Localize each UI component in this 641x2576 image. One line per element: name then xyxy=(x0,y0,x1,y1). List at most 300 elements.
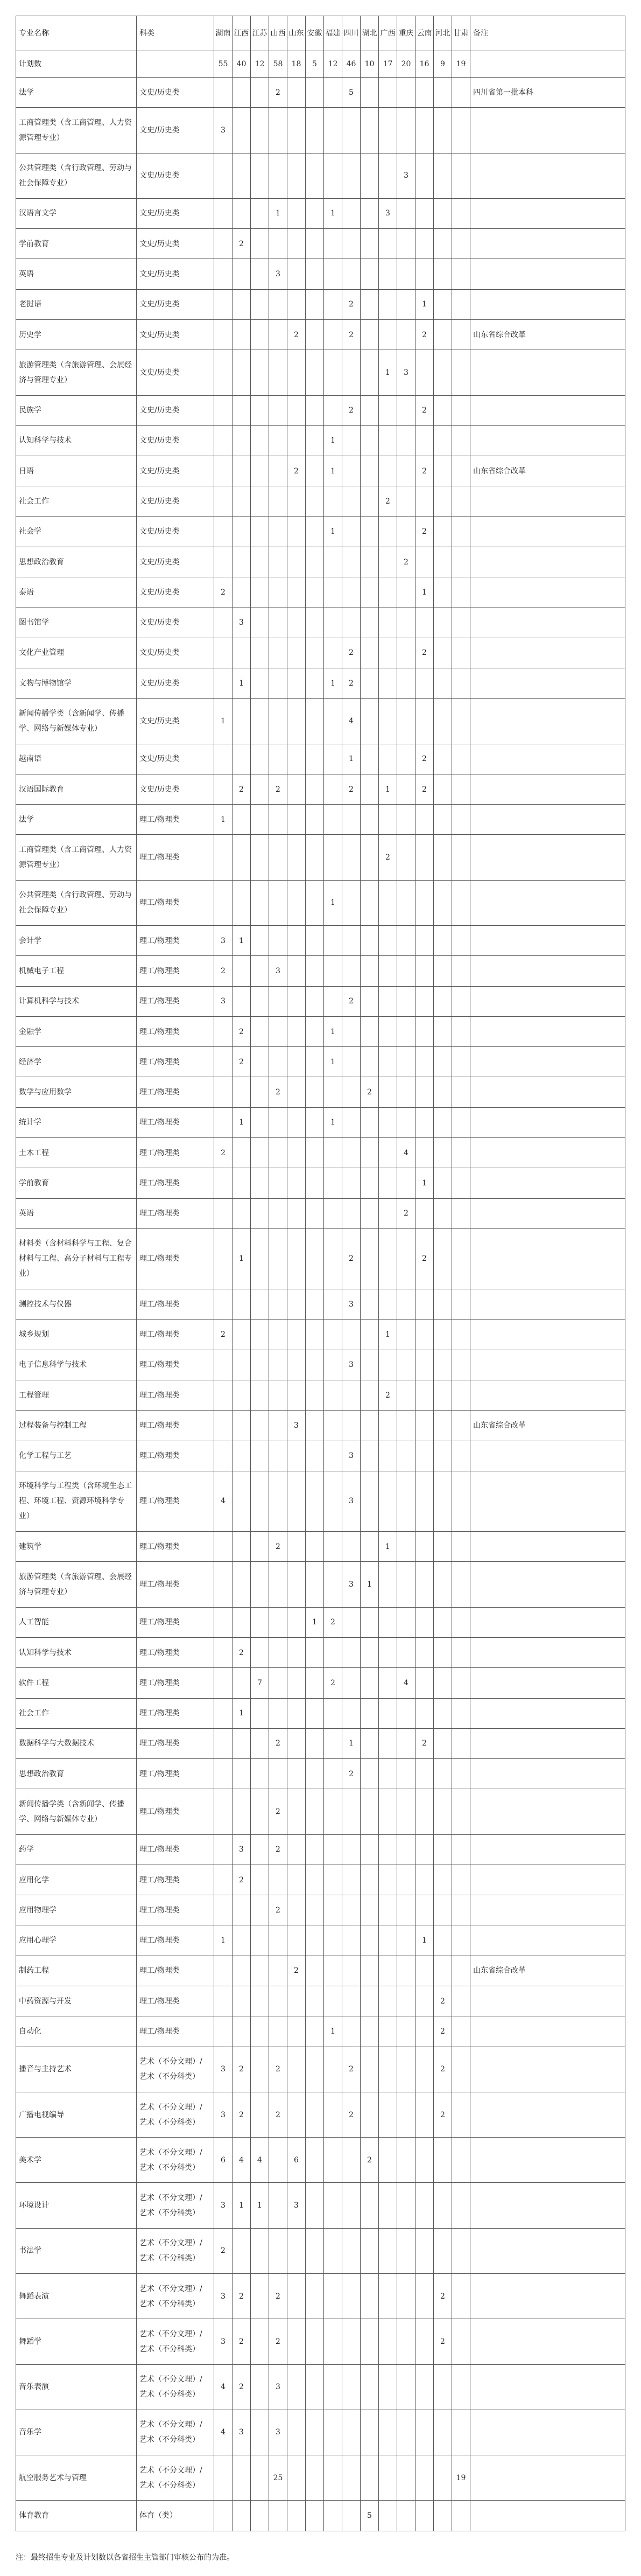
quota-cell xyxy=(251,2092,269,2137)
header-province: 江西 xyxy=(233,16,251,51)
quota-cell xyxy=(379,608,397,638)
quota-cell xyxy=(306,1138,324,1168)
quota-cell xyxy=(233,2228,251,2273)
quota-cell xyxy=(452,2016,470,2047)
quota-cell xyxy=(324,744,342,774)
quota-cell: 2 xyxy=(415,744,434,774)
quota-cell xyxy=(324,2274,342,2319)
quota-cell xyxy=(415,699,434,744)
quota-cell xyxy=(379,1168,397,1198)
major-name-cell: 美术学 xyxy=(16,2138,137,2183)
quota-cell xyxy=(415,547,434,577)
quota-cell xyxy=(269,395,287,425)
quota-cell xyxy=(434,1925,452,1956)
quota-cell: 3 xyxy=(269,2410,287,2455)
header-province: 重庆 xyxy=(397,16,415,51)
quota-cell: 2 xyxy=(397,1198,415,1228)
quota-cell xyxy=(434,1380,452,1410)
note-cell xyxy=(470,1607,625,1637)
quota-cell xyxy=(452,319,470,350)
quota-cell xyxy=(214,1986,233,2016)
quota-cell xyxy=(306,1350,324,1380)
note-cell xyxy=(470,1895,625,1925)
quota-cell: 2 xyxy=(214,956,233,986)
quota-cell xyxy=(251,2319,269,2364)
quota-cell xyxy=(269,1925,287,1956)
note-cell xyxy=(470,2501,625,2531)
note-cell xyxy=(470,1668,625,1698)
quota-cell xyxy=(379,2092,397,2137)
quota-cell xyxy=(415,2455,434,2501)
major-name-cell: 新闻传播学类（含新闻学、传播学、网络与新媒体专业） xyxy=(16,1789,137,1834)
quota-cell xyxy=(361,1607,379,1637)
quota-cell xyxy=(324,259,342,289)
quota-cell xyxy=(397,956,415,986)
major-name-cell: 音乐表演 xyxy=(16,2364,137,2410)
quota-cell: 4 xyxy=(214,2410,233,2455)
quota-cell: 4 xyxy=(342,699,361,744)
quota-cell: 3 xyxy=(269,2364,287,2410)
quota-cell xyxy=(452,880,470,925)
quota-cell xyxy=(452,1471,470,1531)
quota-cell xyxy=(434,486,452,516)
quota-cell: 2 xyxy=(415,516,434,547)
quota-cell xyxy=(251,1138,269,1168)
quota-cell xyxy=(287,2455,306,2501)
note-cell xyxy=(470,744,625,774)
quota-cell: 3 xyxy=(233,1834,251,1865)
note-cell xyxy=(470,1380,625,1410)
quota-cell xyxy=(379,289,397,319)
quota-cell xyxy=(306,986,324,1016)
category-cell: 理工/物理类 xyxy=(137,1607,214,1637)
quota-cell xyxy=(379,2364,397,2410)
quota-cell xyxy=(379,1865,397,1895)
quota-cell xyxy=(233,1895,251,1925)
note-cell xyxy=(470,956,625,986)
quota-cell xyxy=(306,2016,324,2047)
quota-cell xyxy=(287,1350,306,1380)
table-row xyxy=(16,456,625,486)
quota-cell xyxy=(452,1607,470,1637)
quota-cell xyxy=(342,2501,361,2531)
quota-cell xyxy=(434,1668,452,1698)
quota-cell xyxy=(306,1668,324,1698)
quota-cell: 1 xyxy=(214,699,233,744)
quota-cell xyxy=(379,1441,397,1471)
quota-cell xyxy=(434,1047,452,1077)
major-name-cell: 播音与主持艺术 xyxy=(16,2047,137,2092)
quota-cell xyxy=(214,1956,233,1986)
quota-cell xyxy=(379,1350,397,1380)
category-cell: 理工/物理类 xyxy=(137,1350,214,1380)
quota-cell xyxy=(251,956,269,986)
quota-cell xyxy=(269,1350,287,1380)
quota-cell xyxy=(415,350,434,395)
quota-cell xyxy=(397,395,415,425)
quota-cell xyxy=(415,805,434,835)
quota-cell xyxy=(287,395,306,425)
quota-cell xyxy=(397,2138,415,2183)
quota-cell xyxy=(306,1198,324,1228)
quota-cell xyxy=(324,108,342,153)
quota-cell xyxy=(379,516,397,547)
quota-cell xyxy=(361,153,379,198)
table-row xyxy=(16,1198,625,1228)
category-cell: 理工/物理类 xyxy=(137,1138,214,1168)
quota-cell xyxy=(415,986,434,1016)
quota-cell xyxy=(452,1077,470,1107)
quota-cell xyxy=(287,2016,306,2047)
note-cell xyxy=(470,926,625,956)
quota-cell xyxy=(342,2319,361,2364)
quota-cell: 2 xyxy=(233,2047,251,2092)
quota-cell: 3 xyxy=(342,1350,361,1380)
quota-cell xyxy=(214,229,233,259)
quota-cell: 2 xyxy=(379,835,397,880)
quota-cell xyxy=(306,2319,324,2364)
quota-cell xyxy=(324,1759,342,1789)
category-cell: 理工/物理类 xyxy=(137,1289,214,1320)
quota-cell xyxy=(306,547,324,577)
category-cell: 文史/历史类 xyxy=(137,638,214,668)
category-cell: 理工/物理类 xyxy=(137,1925,214,1956)
note-cell xyxy=(470,1789,625,1834)
quota-cell xyxy=(452,2183,470,2228)
quota-cell xyxy=(342,1198,361,1228)
quota-cell xyxy=(214,880,233,925)
quota-cell xyxy=(287,1925,306,1956)
quota-cell: 2 xyxy=(342,1228,361,1289)
note-cell xyxy=(470,1168,625,1198)
quota-cell xyxy=(251,2274,269,2319)
enrollment-plan-table xyxy=(16,16,625,2531)
quota-cell xyxy=(342,1047,361,1077)
quota-cell xyxy=(324,577,342,608)
quota-cell xyxy=(306,608,324,638)
note-cell xyxy=(470,835,625,880)
quota-cell xyxy=(306,2047,324,2092)
quota-cell xyxy=(379,1198,397,1228)
quota-cell xyxy=(287,259,306,289)
quota-cell xyxy=(251,2410,269,2455)
quota-cell xyxy=(233,1168,251,1198)
quota-cell xyxy=(415,2364,434,2410)
quota-cell xyxy=(306,699,324,744)
quota-cell xyxy=(397,516,415,547)
note-cell: 山东省综合改革 xyxy=(470,1411,625,1441)
category-cell: 文史/历史类 xyxy=(137,668,214,699)
quota-cell xyxy=(324,1986,342,2016)
quota-cell xyxy=(415,2319,434,2364)
quota-cell: 3 xyxy=(379,198,397,228)
quota-cell xyxy=(251,926,269,956)
quota-cell xyxy=(269,835,287,880)
quota-cell xyxy=(415,153,434,198)
quota-cell xyxy=(452,1956,470,1986)
quota-cell xyxy=(287,1107,306,1137)
quota-cell xyxy=(306,805,324,835)
quota-cell xyxy=(251,259,269,289)
quota-cell xyxy=(269,1471,287,1531)
table-row xyxy=(16,2319,625,2364)
category-cell: 艺术（不分文理）/ 艺术（不分科类） xyxy=(137,2228,214,2273)
quota-cell xyxy=(287,2501,306,2531)
table-row xyxy=(16,1834,625,1865)
quota-cell xyxy=(342,1895,361,1925)
major-name-cell: 制药工程 xyxy=(16,1956,137,1986)
table-row xyxy=(16,699,625,744)
quota-cell xyxy=(361,198,379,228)
table-row xyxy=(16,880,625,925)
quota-cell xyxy=(233,486,251,516)
quota-cell xyxy=(379,1728,397,1758)
quota-cell xyxy=(452,1380,470,1410)
quota-cell xyxy=(397,2501,415,2531)
quota-cell: 1 xyxy=(251,2183,269,2228)
category-cell: 理工/物理类 xyxy=(137,1441,214,1471)
quota-cell xyxy=(287,638,306,668)
table-row xyxy=(16,608,625,638)
quota-cell: 5 xyxy=(342,78,361,108)
quota-cell: 1 xyxy=(233,926,251,956)
quota-cell xyxy=(342,1698,361,1728)
quota-cell xyxy=(434,1198,452,1228)
quota-cell: 2 xyxy=(233,1865,251,1895)
major-name-cell: 自动化 xyxy=(16,2016,137,2047)
quota-cell xyxy=(324,1562,342,1607)
header-province: 甘肃 xyxy=(452,16,470,51)
quota-cell xyxy=(361,1441,379,1471)
footnote: 注：最终招生专业及计划数以各省招生主管部门审核公布的为准。 xyxy=(16,2553,234,2562)
quota-cell xyxy=(434,577,452,608)
quota-cell xyxy=(415,1320,434,1350)
quota-cell: 2 xyxy=(269,1077,287,1107)
quota-cell xyxy=(434,516,452,547)
quota-cell xyxy=(269,1956,287,1986)
table-row xyxy=(16,1607,625,1637)
quota-cell xyxy=(324,1925,342,1956)
quota-cell xyxy=(251,1016,269,1046)
quota-cell xyxy=(287,1562,306,1607)
quota-cell: 2 xyxy=(342,289,361,319)
quota-cell xyxy=(342,108,361,153)
quota-cell xyxy=(342,1320,361,1350)
category-cell: 艺术（不分文理）/ 艺术（不分科类） xyxy=(137,2092,214,2137)
quota-cell xyxy=(251,1047,269,1077)
quota-cell xyxy=(434,926,452,956)
category-cell: 理工/物理类 xyxy=(137,1986,214,2016)
quota-cell xyxy=(306,1168,324,1198)
category-cell: 理工/物理类 xyxy=(137,1077,214,1107)
quota-cell xyxy=(361,2183,379,2228)
quota-cell xyxy=(397,2016,415,2047)
quota-cell xyxy=(452,1168,470,1198)
quota-cell xyxy=(342,1834,361,1865)
quota-cell xyxy=(269,1562,287,1607)
quota-cell xyxy=(287,608,306,638)
table-row xyxy=(16,153,625,198)
quota-cell xyxy=(342,1077,361,1107)
quota-cell xyxy=(287,1986,306,2016)
quota-cell: 2 xyxy=(233,2319,251,2364)
quota-cell xyxy=(269,516,287,547)
quota-cell xyxy=(251,289,269,319)
quota-cell xyxy=(397,1411,415,1441)
quota-cell xyxy=(361,259,379,289)
quota-cell: 3 xyxy=(233,608,251,638)
quota-cell xyxy=(287,805,306,835)
major-name-cell: 公共管理类（含行政管理、劳动与社会保障专业） xyxy=(16,880,137,925)
table-row xyxy=(16,1698,625,1728)
quota-cell xyxy=(287,1077,306,1107)
quota-cell xyxy=(415,78,434,108)
note-cell: 山东省综合改革 xyxy=(470,456,625,486)
quota-cell xyxy=(287,1668,306,1698)
quota-cell xyxy=(452,744,470,774)
note-cell xyxy=(470,638,625,668)
category-cell: 理工/物理类 xyxy=(137,1759,214,1789)
quota-cell xyxy=(233,1138,251,1168)
quota-cell xyxy=(397,1350,415,1380)
note-cell xyxy=(470,774,625,804)
note-cell xyxy=(470,1320,625,1350)
quota-cell: 2 xyxy=(342,2092,361,2137)
quota-cell xyxy=(452,608,470,638)
quota-cell xyxy=(397,1532,415,1562)
quota-cell xyxy=(233,1532,251,1562)
table-row xyxy=(16,1320,625,1350)
quota-cell xyxy=(214,835,233,880)
quota-cell xyxy=(287,1471,306,1531)
quota-cell xyxy=(379,699,397,744)
totals-row xyxy=(16,51,625,78)
quota-cell xyxy=(415,1138,434,1168)
quota-cell xyxy=(306,835,324,880)
quota-cell xyxy=(342,1138,361,1168)
category-cell: 理工/物理类 xyxy=(137,1320,214,1350)
quota-cell xyxy=(324,1532,342,1562)
quota-cell xyxy=(452,1198,470,1228)
quota-cell xyxy=(306,516,324,547)
quota-cell xyxy=(379,926,397,956)
table-row xyxy=(16,547,625,577)
quota-cell xyxy=(415,2047,434,2092)
quota-cell xyxy=(269,153,287,198)
table-row xyxy=(16,1077,625,1107)
quota-cell xyxy=(324,1198,342,1228)
quota-cell xyxy=(379,1562,397,1607)
quota-cell xyxy=(452,805,470,835)
quota-cell: 1 xyxy=(306,1607,324,1637)
table-row xyxy=(16,2455,625,2501)
quota-cell xyxy=(397,699,415,744)
quota-cell xyxy=(269,744,287,774)
quota-cell: 1 xyxy=(324,1047,342,1077)
header-province: 安徽 xyxy=(306,16,324,51)
quota-cell xyxy=(434,1532,452,1562)
quota-cell xyxy=(251,805,269,835)
quota-cell: 1 xyxy=(324,668,342,699)
quota-cell xyxy=(214,2016,233,2047)
quota-cell: 2 xyxy=(233,2364,251,2410)
quota-cell: 2 xyxy=(269,2047,287,2092)
quota-cell xyxy=(342,1668,361,1698)
quota-cell xyxy=(342,1925,361,1956)
quota-cell xyxy=(287,744,306,774)
quota-cell xyxy=(306,2183,324,2228)
table-row xyxy=(16,1668,625,1698)
major-name-cell: 应用化学 xyxy=(16,1865,137,1895)
quota-cell xyxy=(434,1698,452,1728)
quota-cell xyxy=(379,2016,397,2047)
quota-cell xyxy=(361,229,379,259)
quota-cell xyxy=(379,1107,397,1137)
quota-cell xyxy=(287,108,306,153)
quota-cell xyxy=(415,1198,434,1228)
major-name-cell: 社会学 xyxy=(16,516,137,547)
quota-cell: 2 xyxy=(269,1834,287,1865)
quota-cell xyxy=(361,2319,379,2364)
header-province: 四川 xyxy=(342,16,361,51)
quota-cell xyxy=(306,1759,324,1789)
quota-cell xyxy=(233,78,251,108)
quota-cell xyxy=(233,1441,251,1471)
quota-cell xyxy=(452,2274,470,2319)
table-row xyxy=(16,668,625,699)
quota-cell xyxy=(397,1698,415,1728)
quota-cell xyxy=(251,774,269,804)
table-row xyxy=(16,198,625,228)
quota-cell xyxy=(379,986,397,1016)
note-cell xyxy=(470,547,625,577)
quota-cell xyxy=(379,425,397,456)
quota-cell xyxy=(434,699,452,744)
quota-cell xyxy=(415,2183,434,2228)
quota-cell xyxy=(379,1471,397,1531)
category-cell: 文史/历史类 xyxy=(137,774,214,804)
quota-cell xyxy=(251,1698,269,1728)
quota-cell xyxy=(269,668,287,699)
quota-cell xyxy=(214,774,233,804)
quota-cell xyxy=(434,1320,452,1350)
quota-cell xyxy=(361,1411,379,1441)
major-name-cell: 旅游管理类（含旅游管理、会展经济与管理专业） xyxy=(16,1562,137,1607)
quota-cell xyxy=(233,699,251,744)
note-cell xyxy=(470,2455,625,2501)
quota-cell xyxy=(251,1637,269,1667)
table-header-row xyxy=(16,16,625,51)
quota-cell xyxy=(287,1789,306,1834)
quota-cell xyxy=(324,2364,342,2410)
quota-cell xyxy=(287,2274,306,2319)
quota-cell xyxy=(361,577,379,608)
quota-cell xyxy=(306,198,324,228)
category-cell: 艺术（不分文理）/ 艺术（不分科类） xyxy=(137,2410,214,2455)
quota-cell xyxy=(214,1532,233,1562)
quota-cell xyxy=(342,1532,361,1562)
table-row xyxy=(16,1350,625,1380)
note-cell xyxy=(470,1562,625,1607)
quota-cell xyxy=(434,1168,452,1198)
category-cell: 文史/历史类 xyxy=(137,608,214,638)
quota-cell xyxy=(342,1637,361,1667)
major-name-cell: 软件工程 xyxy=(16,1668,137,1698)
note-cell xyxy=(470,2228,625,2273)
quota-cell: 1 xyxy=(324,2016,342,2047)
quota-cell xyxy=(379,744,397,774)
quota-cell xyxy=(379,456,397,486)
